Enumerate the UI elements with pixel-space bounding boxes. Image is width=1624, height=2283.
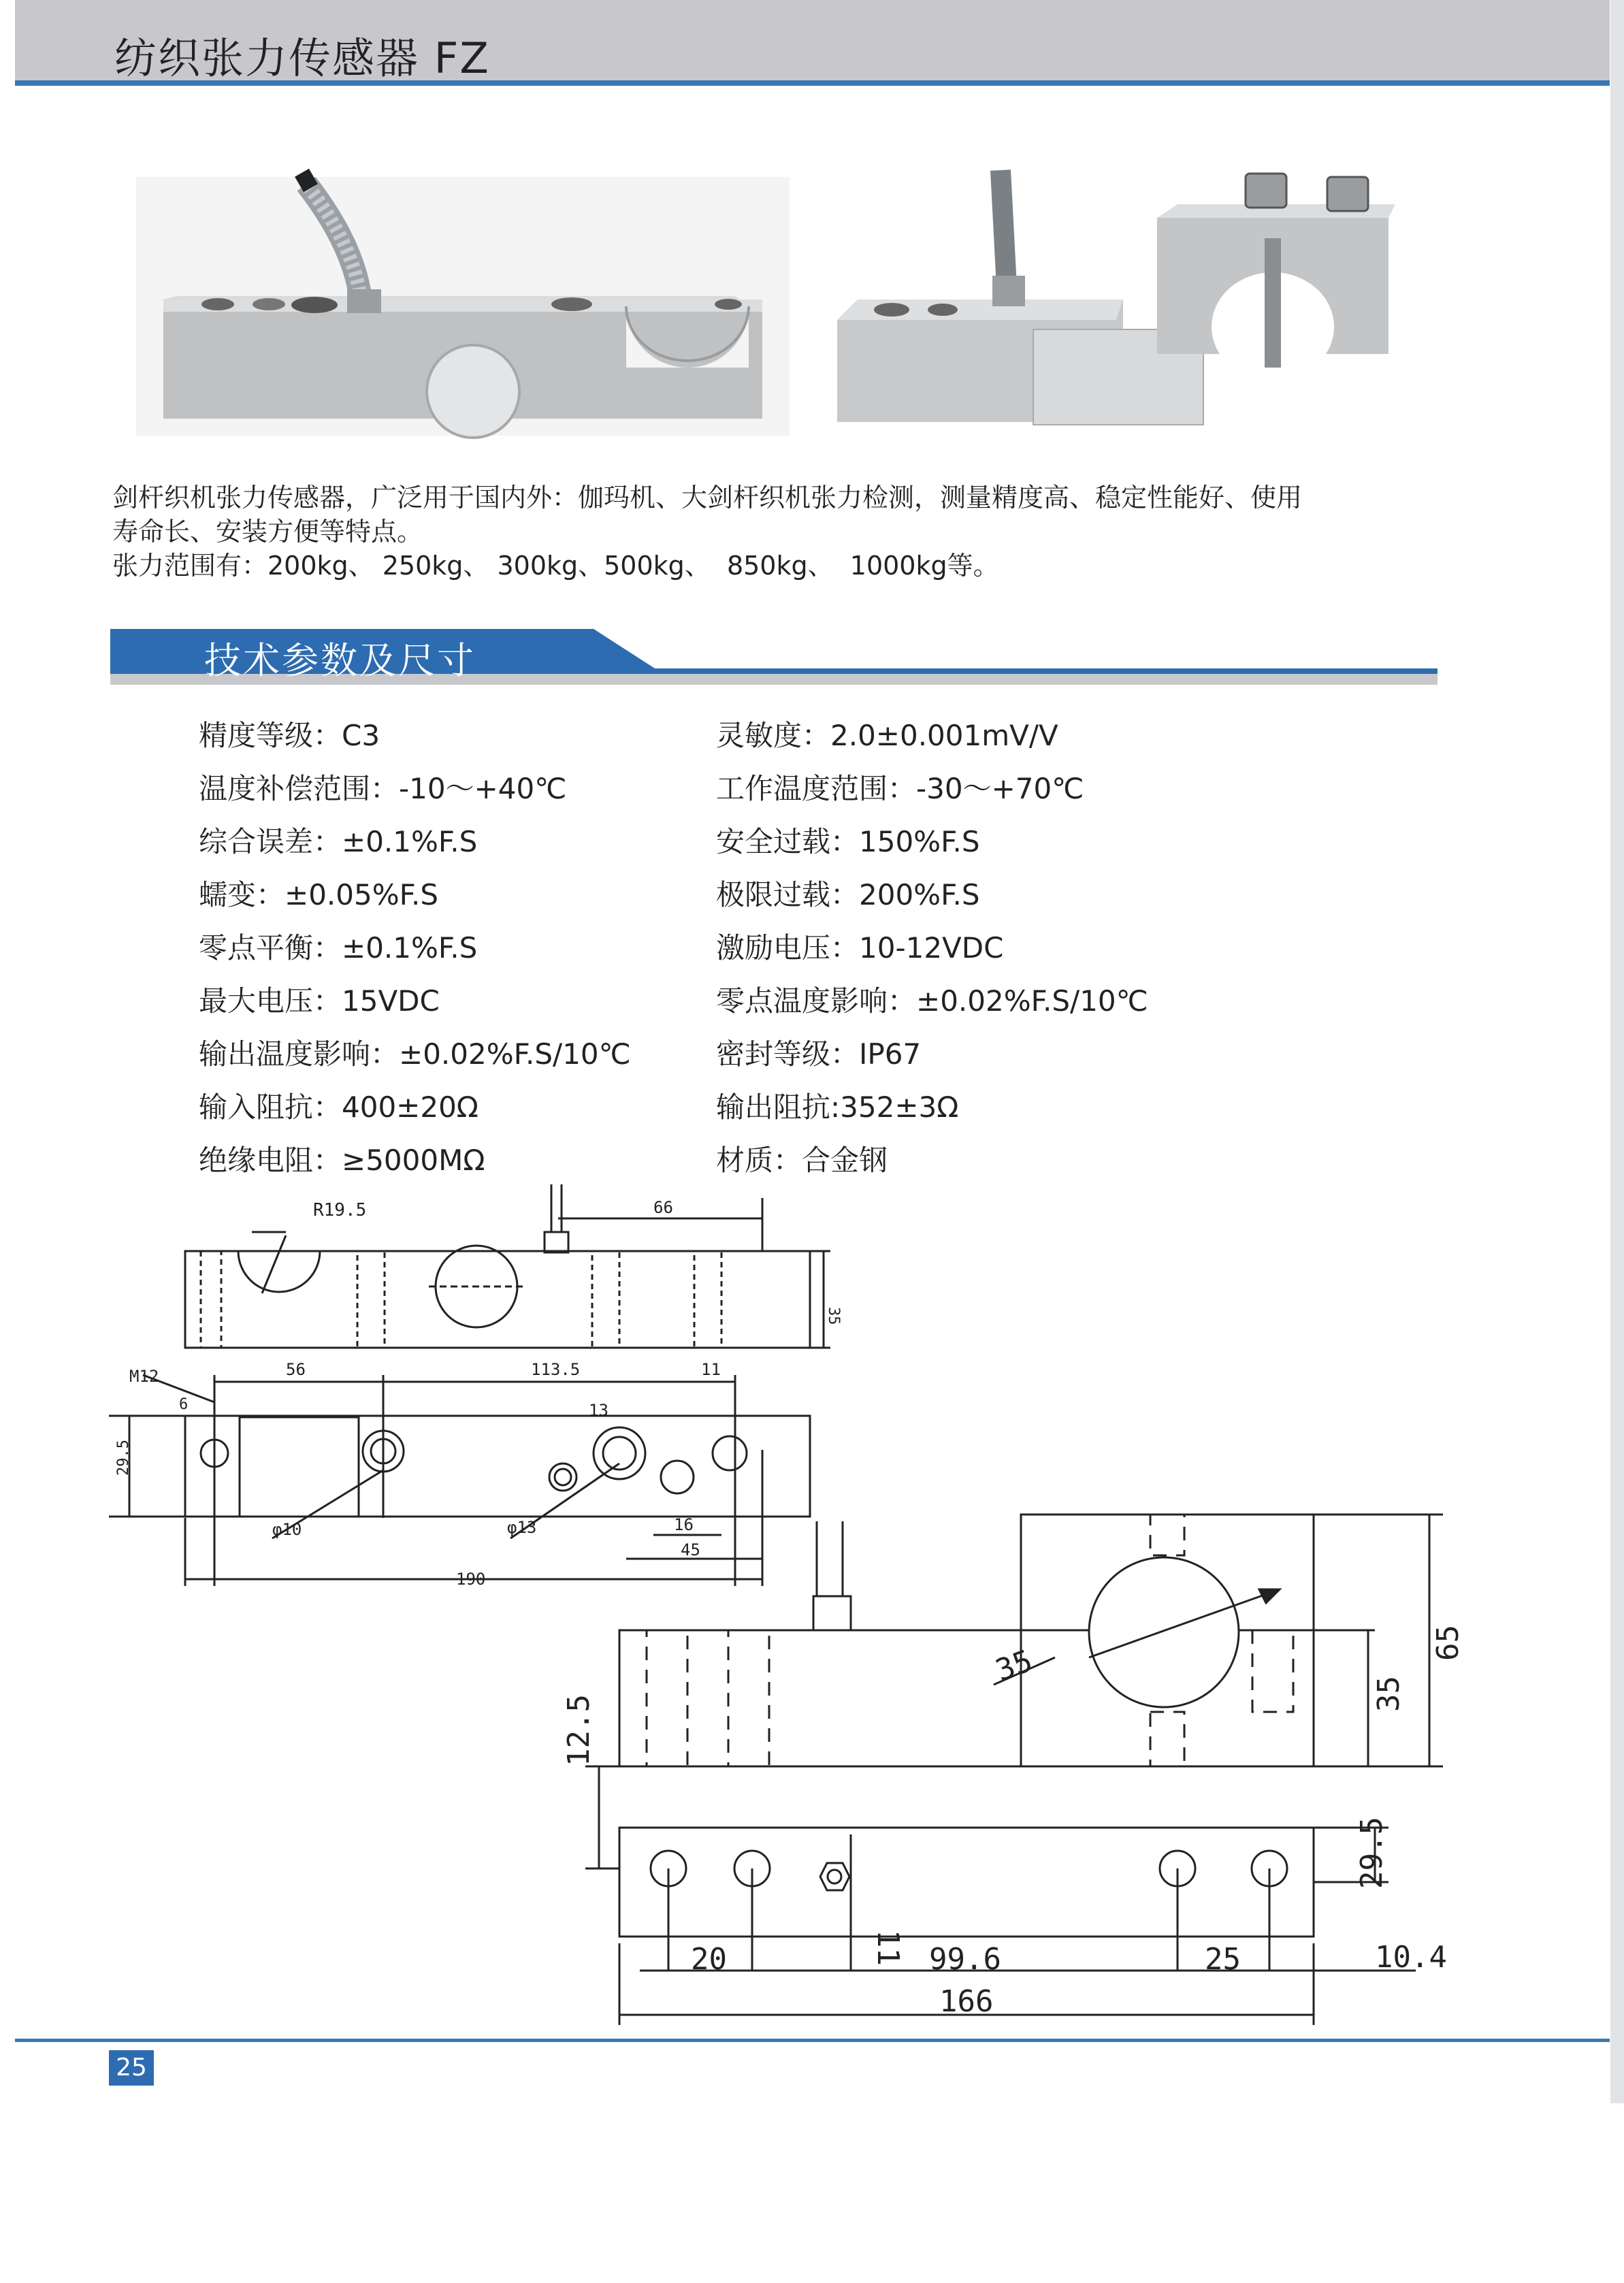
spec-material: 材质：合金钢 (716, 1144, 888, 1177)
dim-113-5: 113.5 (531, 1360, 581, 1379)
dim-29-5-top: 29.5 (115, 1440, 132, 1476)
dim-20: 20 (691, 1942, 727, 1977)
dim-phi10: φ10 (272, 1520, 302, 1539)
spec-accuracy: 精度等级：C3 (199, 719, 380, 752)
dim-11-bottom: 11 (871, 1930, 905, 1966)
spec-output-temp-effect: 输出温度影响：±0.02%F.S/10℃ (199, 1037, 631, 1071)
dim-35-side: 35 (825, 1307, 842, 1325)
dim-m12: M12 (129, 1367, 159, 1386)
product-description (112, 481, 1440, 583)
dimension-drawing-2 (558, 1508, 1465, 2032)
spec-safe-overload: 安全过载：150%F.S (716, 825, 980, 858)
description-line-2: 寿命长、安装方便等特点。 (112, 517, 423, 547)
spec-max-voltage: 最大电压：15VDC (199, 984, 440, 1018)
dim-190: 190 (456, 1570, 486, 1589)
dim-166: 166 (939, 1984, 994, 2019)
page-number: 25 (109, 2050, 154, 2086)
spec-input-impedance: 输入阻抗：400±20Ω (199, 1090, 478, 1124)
dim-25: 25 (1205, 1942, 1241, 1977)
product-photo-2 (837, 163, 1395, 449)
dim-11: 11 (701, 1360, 721, 1379)
dim-13: 13 (589, 1401, 608, 1420)
spec-sealing: 密封等级：IP67 (716, 1037, 922, 1071)
spec-combined-error: 综合误差：±0.1%F.S (199, 825, 478, 858)
page-edge-strip (1610, 0, 1624, 2103)
dim-29-5-bottom: 29.5 (1354, 1817, 1389, 1889)
dim-16: 16 (674, 1515, 694, 1534)
dim-phi13: φ13 (507, 1518, 537, 1537)
dim-56: 56 (286, 1360, 306, 1379)
spec-ultimate-overload: 极限过载：200%F.S (716, 878, 980, 911)
dim-66: 66 (653, 1198, 673, 1217)
dim-35-diameter: 35 (991, 1643, 1037, 1689)
description-line-1: 剑杆织机张力传感器，广泛用于国内外：伽玛机、大剑杆织机张力检测，测量精度高、稳定性能好、使用 (112, 483, 1303, 513)
spec-operating-temp: 工作温度范围：-30～+70℃ (716, 772, 1084, 805)
spec-excitation: 激励电压：10-12VDC (716, 931, 1004, 965)
spec-sensitivity: 灵敏度：2.0±0.001mV/V (716, 719, 1058, 752)
page-title: 纺织张力传感器 FZ (114, 33, 490, 83)
dim-35-height: 35 (1371, 1676, 1406, 1712)
product-photo-1 (136, 163, 790, 449)
dim-45: 45 (681, 1540, 700, 1559)
spec-zero-balance: 零点平衡：±0.1%F.S (199, 931, 478, 965)
spec-creep: 蠕变：±0.05%F.S (199, 878, 439, 911)
dim-99-6: 99.6 (929, 1942, 1001, 1977)
dim-10-4: 10.4 (1375, 1940, 1447, 1975)
dim-12-5: 12.5 (562, 1694, 596, 1766)
dim-6: 6 (179, 1396, 189, 1413)
section-title: 技术参数及尺寸 (204, 639, 476, 682)
dim-65: 65 (1431, 1625, 1465, 1661)
spec-output-impedance: 输出阻抗:352±3Ω (716, 1090, 959, 1124)
dim-r19-5: R19.5 (313, 1200, 367, 1220)
spec-temp-compensation: 温度补偿范围：-10～+40℃ (199, 772, 567, 805)
spec-insulation: 绝缘电阻：≥5000MΩ (199, 1144, 485, 1177)
spec-zero-temp-effect: 零点温度影响：±0.02%F.S/10℃ (716, 984, 1148, 1018)
description-line-3: 张力范围有：200kg、 250kg、 300kg、500kg、 850kg、 1000kg等。 (112, 551, 999, 581)
footer-line (15, 2039, 1610, 2042)
